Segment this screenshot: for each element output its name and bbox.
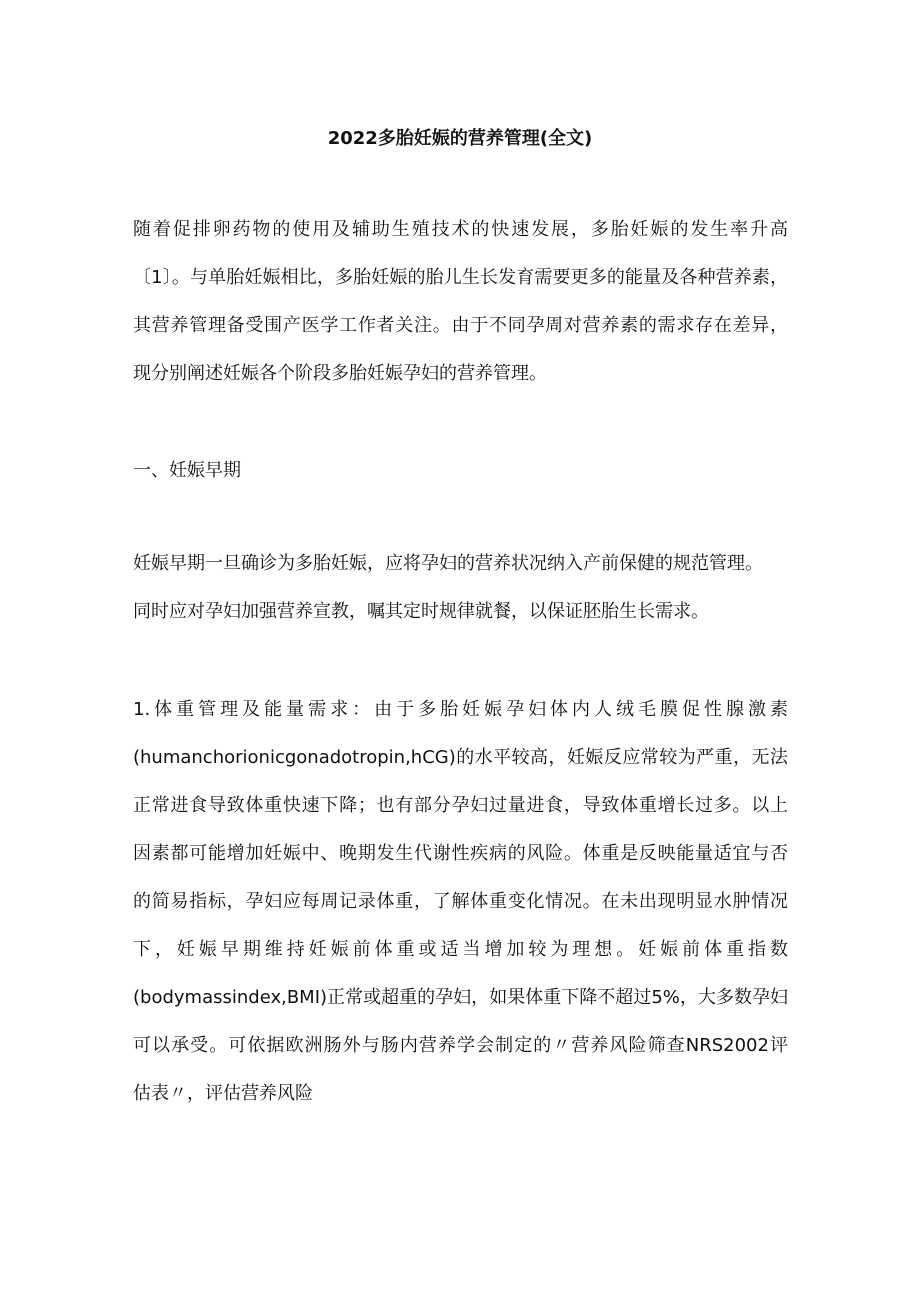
early-line-2: 同时应对孕妇加强营养宣教，嘱其定时规律就餐，以保证胚胎生长需求。 bbox=[133, 601, 709, 622]
intro-paragraph bbox=[133, 206, 788, 398]
item1-line-4: 因素都可能增加妊娠中、晚期发生代谢性疾病的风险。体重是反映能量适宜与否 bbox=[133, 843, 788, 864]
intro-line-1: 随着促排卵药物的使用及辅助生殖技术的快速发展，多胎妊娠的发生率升高 bbox=[133, 219, 788, 240]
item1-line-7: (bodymassindex,BMI)正常或超重的孕妇，如果体重下降不超过5%，大多数孕妇 bbox=[133, 987, 788, 1008]
item1-line-5: 的简易指标，孕妇应每周记录体重，了解体重变化情况。在未出现明显水肿情况 bbox=[133, 891, 788, 912]
intro-line-2: 〔1〕。与单胎妊娠相比，多胎妊娠的胎儿生长发育需要更多的能量及各种营养素， bbox=[133, 267, 788, 288]
section-heading: 一、妊娠早期 bbox=[133, 460, 241, 481]
document-title: 2022多胎妊娠的营养管理(全文) bbox=[327, 128, 593, 149]
item1-paragraph bbox=[133, 686, 788, 1118]
early-line-1: 妊娠早期一旦确诊为多胎妊娠，应将孕妇的营养状况纳入产前保健的规范管理。 bbox=[133, 553, 763, 574]
intro-line-4: 现分别阐述妊娠各个阶段多胎妊娠孕妇的营养管理。 bbox=[133, 363, 547, 384]
item1-line-6: 下，妊娠早期维持妊娠前体重或适当增加较为理想。妊娠前体重指数 bbox=[133, 939, 788, 960]
item1-line-1: 1.体重管理及能量需求：由于多胎妊娠孕妇体内人绒毛膜促性腺激素 bbox=[133, 699, 788, 720]
intro-line-3: 其营养管理备受围产医学工作者关注。由于不同孕周对营养素的需求存在差异， bbox=[133, 315, 788, 336]
item1-line-2: (humanchorionicgonadotropin,hCG)的水平较高，妊娠反应常较为严重，无法 bbox=[133, 747, 788, 768]
early-paragraph bbox=[133, 540, 788, 636]
item1-line-8: 可以承受。可依据欧洲肠外与肠内营养学会制定的〃营养风险筛查NRS2002评 bbox=[133, 1035, 788, 1056]
item1-line-3: 正常进食导致体重快速下降；也有部分孕妇过量进食，导致体重增长过多。以上 bbox=[133, 795, 788, 816]
item1-line-9: 估表〃，评估营养风险 bbox=[133, 1083, 313, 1104]
